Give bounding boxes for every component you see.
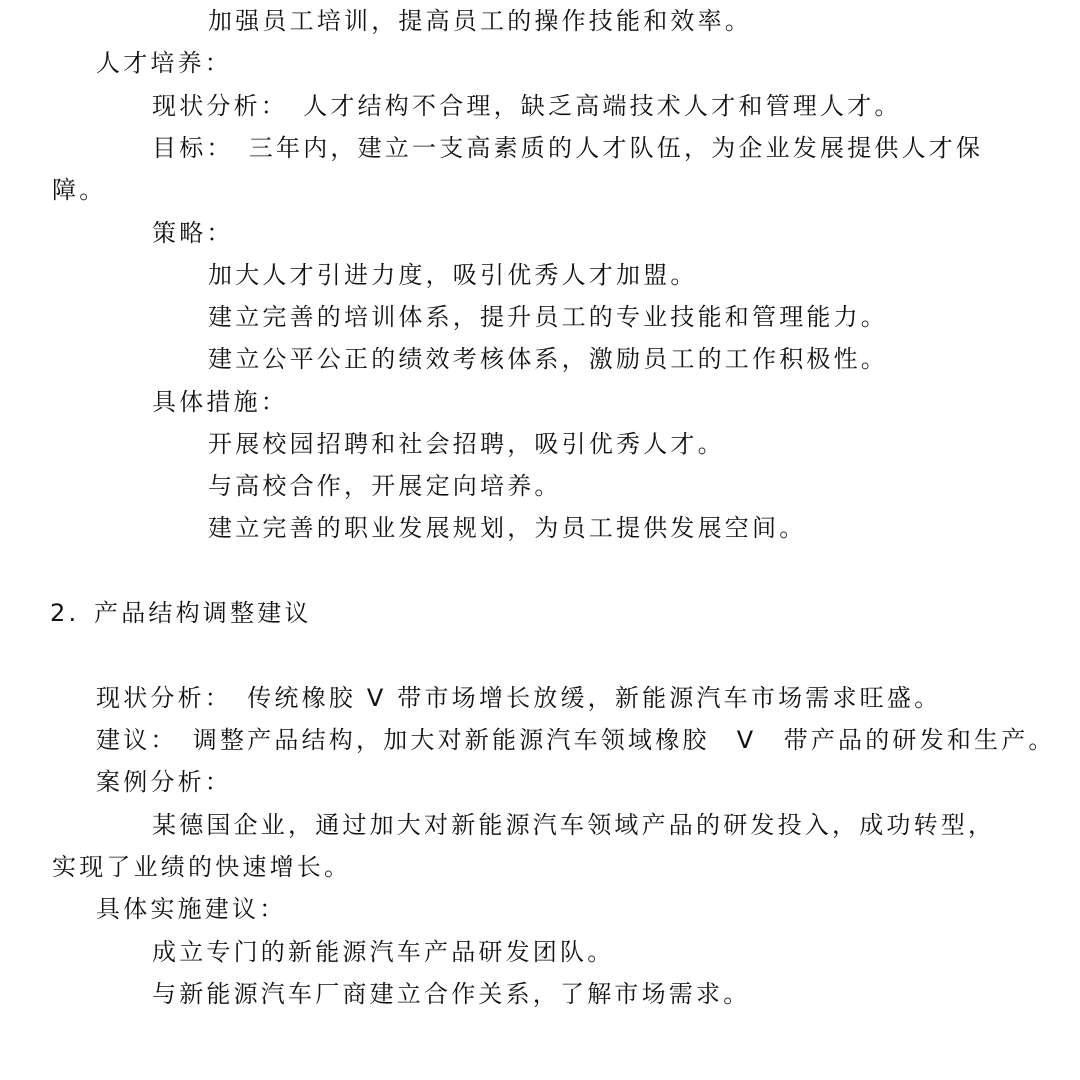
talent-goal: 目标： 三年内，建立一支高素质的人才队伍，为企业发展提供人才保 bbox=[152, 134, 984, 162]
case-text-continued: 实现了业绩的快速增长。 bbox=[52, 853, 352, 881]
talent-goal-continued: 障。 bbox=[52, 176, 107, 204]
section-number: 2. bbox=[50, 599, 80, 627]
list-item: 建立完善的职业发展规划，为员工提供发展空间。 bbox=[208, 514, 807, 542]
case-text: 某德国企业，通过加大对新能源汽车领域产品的研发投入，成功转型， bbox=[152, 811, 996, 839]
product-suggestion: 建议： 调整产品结构，加大对新能源汽车领域橡胶 V 带产品的研发和生产。 bbox=[96, 726, 1056, 754]
product-status: 现状分析： 传统橡胶 V 带市场增长放缓，新能源汽车市场需求旺盛。 bbox=[96, 684, 942, 712]
list-item: 建立完善的培训体系，提升员工的专业技能和管理能力。 bbox=[208, 303, 888, 331]
list-item: 加强员工培训，提高员工的操作技能和效率。 bbox=[208, 7, 752, 35]
list-item: 加大人才引进力度，吸引优秀人才加盟。 bbox=[208, 261, 698, 289]
list-item: 开展校园招聘和社会招聘，吸引优秀人才。 bbox=[208, 430, 725, 458]
talent-heading: 人才培养： bbox=[96, 49, 232, 77]
list-item: 建立公平公正的绩效考核体系，激励员工的工作积极性。 bbox=[208, 345, 888, 373]
measures-heading: 具体措施： bbox=[152, 388, 288, 416]
talent-status: 现状分析： 人才结构不合理，缺乏高端技术人才和管理人才。 bbox=[152, 92, 902, 120]
strategy-heading: 策略： bbox=[152, 219, 234, 247]
section-heading bbox=[50, 596, 312, 630]
list-item: 成立专门的新能源汽车产品研发团队。 bbox=[152, 938, 615, 966]
case-heading: 案例分析： bbox=[96, 768, 232, 796]
list-item: 与高校合作，开展定向培养。 bbox=[208, 472, 562, 500]
implementation-heading: 具体实施建议： bbox=[96, 895, 287, 923]
list-item: 与新能源汽车厂商建立合作关系，了解市场需求。 bbox=[152, 980, 751, 1008]
section-title: 产品结构调整建议 bbox=[94, 599, 312, 627]
